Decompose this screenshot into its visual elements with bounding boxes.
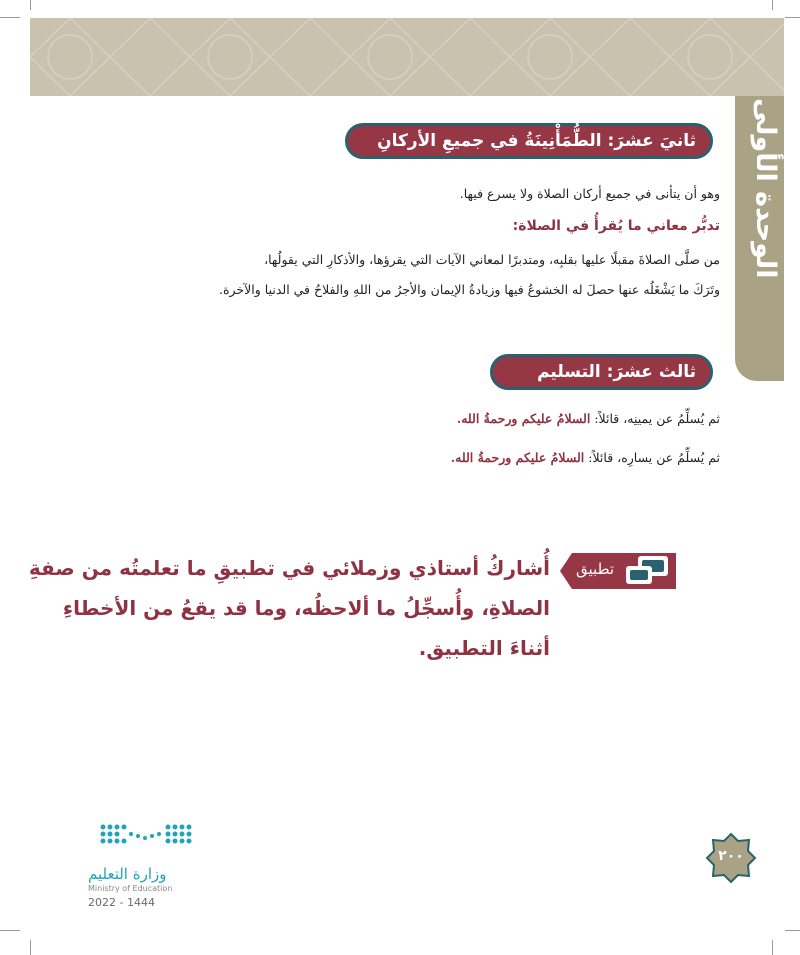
salam-left-line <box>451 450 720 465</box>
page-number: ٢٠٠ <box>718 848 744 864</box>
crop-mark <box>772 0 773 10</box>
application-text <box>29 548 550 668</box>
ministry-name-arabic: وزارة التعليم <box>88 865 167 883</box>
section-12-paragraph-line: من صلَّى الصلاةَ مقبلًا عليها بقلبِه، ومتدبرًا لمعاني الآيات التي يقرؤها، والأذكارِ التي يقولُها، <box>264 252 720 267</box>
application-label: تطبيق <box>576 560 615 578</box>
salam-right-prefix: ثم يُسلِّمُ عن يمينِه، قائلاً: <box>594 411 720 426</box>
crop-mark <box>30 940 31 955</box>
crop-mark <box>0 930 20 931</box>
ministry-year: 2022 - 1444 <box>88 896 155 909</box>
crop-mark <box>785 930 800 931</box>
salam-phrase: السلامُ عليكم ورحمةُ الله. <box>456 411 591 426</box>
unit-title: الوحدة الأولى <box>750 98 781 279</box>
section-12-paragraph-line: وتَرَكَ ما يَشْغَلُه عنها حصلَ له الخشوعُ فيها وزيادةُ الإيمان والأجرُ من اللهِ والفلاحُ في الدنيا والآخرة. <box>219 282 720 297</box>
application-line: أُشاركُ أستاذي وزملائي في تطبيقِ ما تعلمتُه من صفةِ <box>28 556 550 580</box>
crop-mark <box>772 940 773 955</box>
section-12-heading <box>345 123 713 159</box>
unit-sidebar <box>735 96 784 381</box>
salam-right-line <box>457 411 720 426</box>
section-12-heading-text: ثانيَ عشرَ: الطُّمَأْنِينَةُ في جميعِ الأركانِ <box>377 131 696 151</box>
section-13-heading <box>490 354 713 390</box>
section-13-heading-text: ثالث عشرَ: التسليم <box>537 362 696 382</box>
application-line: أثناءَ التطبيق. <box>418 636 550 660</box>
salam-phrase: السلامُ عليكم ورحمةُ الله. <box>450 450 585 465</box>
ministry-name-english: Ministry of Education <box>88 884 173 893</box>
application-line: الصلاةِ، وأُسجِّلُ ما ألاحظُه، وما قد يقعُ من الأخطاءِ <box>62 596 550 620</box>
section-12-subheading: تدبُّر معاني ما يُقرأُ في الصلاة: <box>512 218 720 234</box>
ministry-logo-icon <box>98 822 194 852</box>
salam-left-prefix: ثم يُسلِّمُ عن يسارِه، قائلاً: <box>588 450 720 465</box>
crop-mark <box>0 17 20 18</box>
section-12-text: وهو أن يتأنى في جميع أركان الصلاة ولا يسرع فيها. <box>459 186 720 201</box>
crop-mark <box>30 0 31 10</box>
pattern-decoration <box>30 18 784 96</box>
crop-mark <box>785 17 800 18</box>
top-banner <box>30 18 784 96</box>
